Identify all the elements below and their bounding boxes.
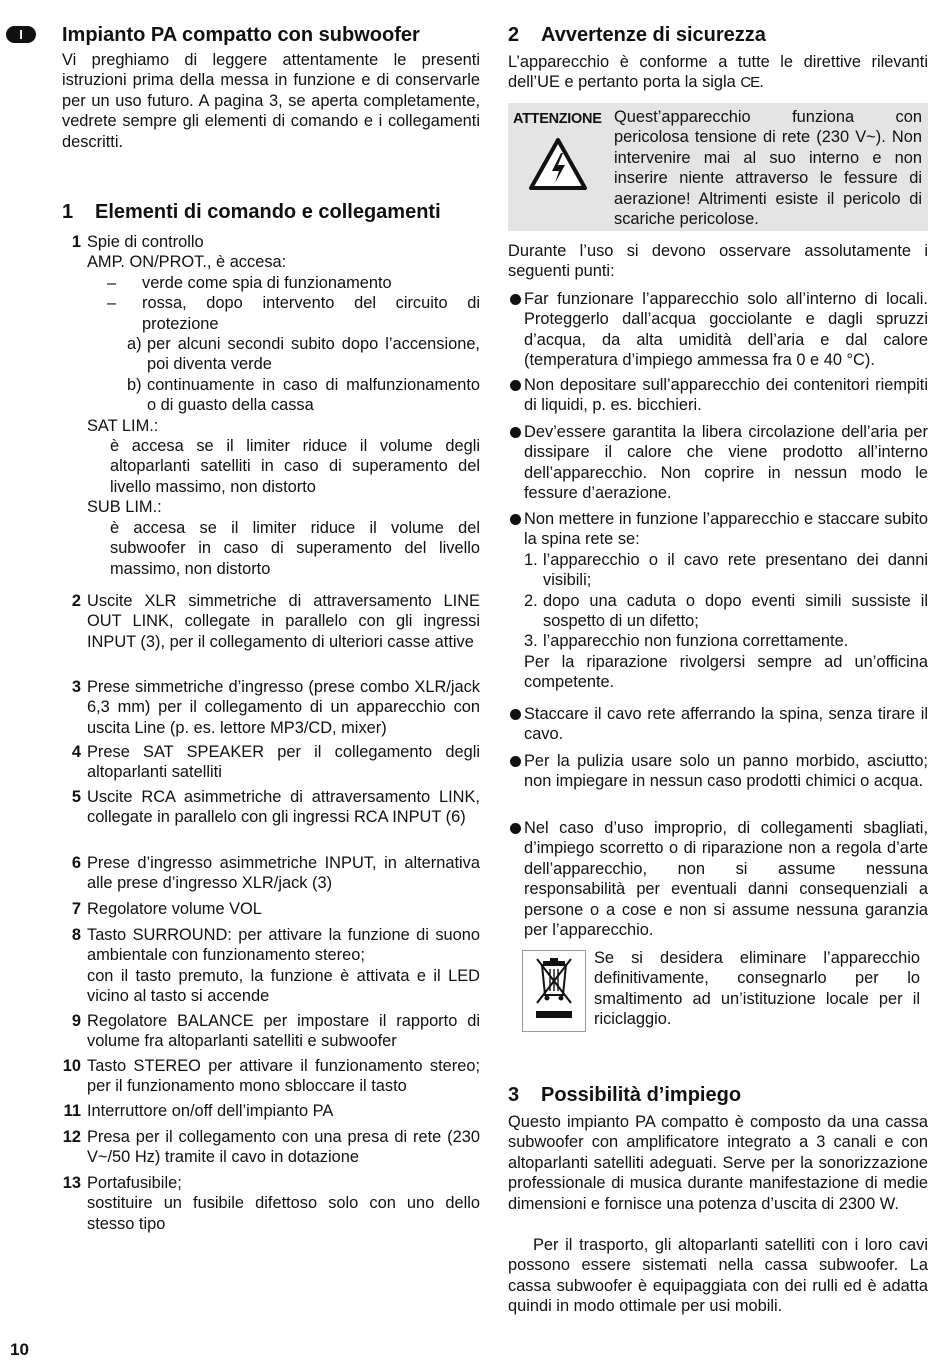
item-number: 11 xyxy=(63,1102,81,1120)
item-text: Uscite RCA asimmetriche di attraversamento LINK, collegate in parallelo con gli ingressi RCA INPUT (6) xyxy=(87,788,480,827)
item-text: Interruttore on/off dell’impianto PA xyxy=(87,1102,334,1120)
bullet-text: Per la pulizia usare solo un panno morbido, asciutto; non impiegare in nessun caso prodotti chimici o acqua. xyxy=(524,752,928,791)
dash-text: rossa, dopo intervento del circuito di protezione xyxy=(142,294,480,333)
item-number: 7 xyxy=(71,900,81,918)
item-text: Presa per il collegamento con una presa di rete (230 V~/50 Hz) tramite il cavo in dotazione xyxy=(87,1128,480,1167)
list-item-13 xyxy=(62,1173,480,1234)
item-text-continued: sostituire un fusibile difettoso solo con uno dello stesso tipo xyxy=(87,1194,480,1233)
item-number: 4 xyxy=(71,743,81,761)
ce-mark-icon: CE xyxy=(740,74,760,92)
bullet-item xyxy=(508,289,928,371)
item-text: Prese d’ingresso asimmetriche INPUT, in alternativa alle prese d’ingresso XLR/jack (3) xyxy=(87,854,480,893)
sub-text: per alcuni secondi subito dopo l’accensione, poi diventa verde xyxy=(147,335,480,374)
sub-lim-label: SUB LIM.: xyxy=(87,498,162,517)
sub-lim-text: è accesa se il limiter riduce il volume del subwoofer in caso di superamento del livello massimo, non distorto xyxy=(110,518,480,578)
intro-paragraph: Vi preghiamo di leggere attentamente le presenti istruzioni prima della messa in funzione e di conservarle per un uso futuro. A pagina 3, se aperta completamente, vedrete sempre gli elementi di comando e i collegamenti descritti. xyxy=(62,51,480,151)
bullet-icon xyxy=(510,427,521,438)
bullet-item xyxy=(508,422,928,504)
repair-note: Per la riparazione rivolgersi sempre ad un’officina competente. xyxy=(524,652,928,692)
conformity-text: L’apparecchio è conforme a tutte le direttive rilevanti dell’UE e pertanto porta la sigla xyxy=(508,53,928,92)
item-number: 3 xyxy=(71,678,81,696)
dash-item: – verde come spia di funzionamento xyxy=(62,273,480,293)
item-number: 6 xyxy=(71,854,81,872)
list-item-7 xyxy=(62,899,480,919)
bullet-item xyxy=(508,818,928,940)
bullet-icon xyxy=(510,709,521,720)
list-item-9 xyxy=(62,1011,480,1052)
list-item-12 xyxy=(62,1127,480,1168)
section-number: 2 xyxy=(508,24,520,46)
list-item-2 xyxy=(62,591,480,652)
bullet-item xyxy=(508,509,928,693)
item-number: 12 xyxy=(62,1128,81,1146)
numbered-item xyxy=(524,591,928,632)
numbered-text: l’apparecchio o il cavo rete presentano dei danni visibili; xyxy=(543,550,928,590)
sub-text: continuamente in caso di malfunzionamento o di guasto della cassa xyxy=(147,375,480,415)
amp-label: AMP. ON/PROT., è accesa: xyxy=(87,253,287,272)
during-use-paragraph: Durante l’uso si devono osservare assolutamente i seguenti punti: xyxy=(508,242,928,281)
list-item-4 xyxy=(62,742,480,783)
bullet-icon xyxy=(510,823,521,834)
list-item-3 xyxy=(62,677,480,738)
high-voltage-warning-icon xyxy=(528,137,588,191)
list-item-10 xyxy=(62,1056,480,1097)
page-title: Impianto PA compatto con subwoofer xyxy=(62,24,420,46)
numbered-item xyxy=(524,550,928,591)
conformity-paragraph: L’apparecchio è conforme a tutte le direttive rilevanti dell’UE e pertanto porta la sigla CE. xyxy=(508,53,928,92)
sub-item-b xyxy=(62,375,480,416)
bullet-icon xyxy=(510,756,521,767)
list-item-5 xyxy=(62,787,480,828)
item-text: Uscite XLR simmetriche di attraversamento LINE OUT LINK, collegate in parallelo con gli ingressi INPUT (3), per il collegamento di ulteriori casse attive xyxy=(87,592,480,651)
dash-item: – rossa, dopo intervento del circuito di protezione xyxy=(107,294,480,333)
item-text: Prese simmetriche d’ingresso (prese combo XLR/jack 6,3 mm) per il collegamento di un apparecchio con uscita Line (p. es. lettore MP3/CD, mixer) xyxy=(87,678,480,737)
usage-paragraph-1: Questo impianto PA compatto è composto da una cassa subwoofer con amplificatore integrato a 3 canali e con altoparlanti satelliti adeguati. Serve per la sonorizzazione professionale di musica durante manifestazione di medie dimensioni e fornisce una potenza d’uscita di 2300 W. xyxy=(508,1113,928,1213)
bullet-icon xyxy=(510,294,521,305)
list-item-6 xyxy=(62,853,480,894)
bullet-text: Staccare il cavo rete afferrando la spina, senza tirare il cavo. xyxy=(524,705,928,744)
bullet-text: Nel caso d’uso improprio, di collegamenti sbagliati, d’impiego scorretto o di riparazione non a regola d’arte dell’apparecchio, non si assume nessuna responsabilità per eventuali danni consequenziali a persone o a cose e non si assume nessuna garanzia per l’apparecchio. xyxy=(524,819,928,940)
bullet-icon xyxy=(510,380,521,391)
list-item-1 xyxy=(62,232,480,579)
warning-label: ATTENZIONE xyxy=(513,111,602,127)
disposal-box xyxy=(508,946,928,1040)
bullet-item xyxy=(508,375,928,416)
section-number: 3 xyxy=(508,1084,520,1106)
bullet-item xyxy=(508,751,928,792)
list-item-8 xyxy=(62,925,480,1007)
bullet-text: Far funzionare l’apparecchio solo all’interno di locali. Proteggerlo dall’acqua gocciolante e dagli spruzzi d’acqua, da alta umidità dell’aria e dal calore (temperatura d’impiego ammessa fra 0 e 40 °C). xyxy=(524,290,928,370)
sub-mark: a) xyxy=(127,335,142,354)
section-title: Elementi di comando e collegamenti xyxy=(95,201,441,223)
section-title: Avvertenze di sicurezza xyxy=(541,24,766,46)
section-3-heading xyxy=(508,1082,741,1108)
dash-text: verde come spia di funzionamento xyxy=(142,273,392,292)
item-number: 13 xyxy=(62,1174,81,1192)
item-text: Regolatore volume VOL xyxy=(87,900,262,918)
weee-bin-icon xyxy=(522,950,586,1032)
warning-text: Quest’apparecchio funziona con pericolosa tensione di rete (230 V~). Non intervenire mai al suo interno e non inserire niente attraverso le fessure di aerazione! Altrimenti esiste il pericolo di scariche pericolose. xyxy=(614,108,922,229)
section-1-heading xyxy=(62,199,441,225)
numbered-mark: 3. xyxy=(524,632,538,651)
sub-item-a xyxy=(62,334,480,375)
section-2-heading xyxy=(508,22,766,48)
item-number: 9 xyxy=(71,1012,81,1030)
numbered-mark: 1. xyxy=(524,550,538,569)
section-title: Possibilità d’impiego xyxy=(541,1084,742,1106)
numbered-mark: 2. xyxy=(524,591,538,610)
item-text: Tasto STEREO per attivare il funzionamento stereo; per il funzionamento mono sbloccare il tasto xyxy=(87,1057,480,1096)
disposal-text: Se si desidera eliminare l’apparecchio definitivamente, consegnarlo per lo smaltimento ad un’istituzione locale per il riciclaggio. xyxy=(594,949,920,1029)
bullet-text: Dev’essere garantita la libera circolazione dell’aria per dissipare il calore che viene prodotto all’interno dell’apparecchio. Non coprire in nessun modo le fessure d’aerazione. xyxy=(524,423,928,503)
item-text: Tasto SURROUND: per attivare la funzione di suono ambientale con funzionamento stereo; xyxy=(87,926,480,965)
item-text: Portafusibile; xyxy=(87,1174,182,1192)
language-badge: I xyxy=(6,26,36,43)
usage-paragraph-2: Per il trasporto, gli altoparlanti satelliti con i loro cavi possono essere sistemati nella cassa subwoofer. La cassa subwoofer è equipaggiata con dei rulli ed è adatta quindi in modo ottimale per usi mobili. xyxy=(508,1236,928,1316)
item-text: Spie di controllo xyxy=(87,233,204,251)
page-number: 10 xyxy=(10,1340,29,1359)
item-text-continued: con il tasto premuto, la funzione è attivata e il LED vicino al tasto si accende xyxy=(87,966,480,1006)
sat-lim-text: è accesa se il limiter riduce il volume degli altoparlanti satelliti in caso di superamento del livello massimo, non distorto xyxy=(110,437,480,496)
item-text: Prese SAT SPEAKER per il collegamento degli altoparlanti satelliti xyxy=(87,743,480,782)
bullet-icon xyxy=(510,514,521,525)
item-number: 1 xyxy=(71,233,81,251)
item-number: 2 xyxy=(71,592,81,610)
item-number: 10 xyxy=(62,1057,81,1075)
bullet-text: Non depositare sull’apparecchio dei contenitori riempiti di liquidi, p. es. bicchieri. xyxy=(524,376,928,415)
numbered-text: dopo una caduta o dopo eventi simili sussiste il sospetto di un difetto; xyxy=(543,591,928,631)
warning-box xyxy=(508,103,928,231)
sub-mark: b) xyxy=(127,375,142,394)
numbered-text: l’apparecchio non funziona correttamente. xyxy=(543,632,849,651)
sat-lim-label: SAT LIM.: xyxy=(87,416,159,435)
item-number: 5 xyxy=(71,788,81,806)
numbered-item xyxy=(524,631,928,651)
section-number: 1 xyxy=(62,201,74,223)
bullet-item xyxy=(508,704,928,745)
item-text: Regolatore BALANCE per impostare il rapporto di volume fra altoparlanti satelliti e subwoofer xyxy=(87,1012,480,1051)
list-item-11 xyxy=(62,1101,480,1121)
bullet-text: Non mettere in funzione l’apparecchio e staccare subito la spina rete se: xyxy=(524,510,928,549)
item-number: 8 xyxy=(71,926,81,944)
